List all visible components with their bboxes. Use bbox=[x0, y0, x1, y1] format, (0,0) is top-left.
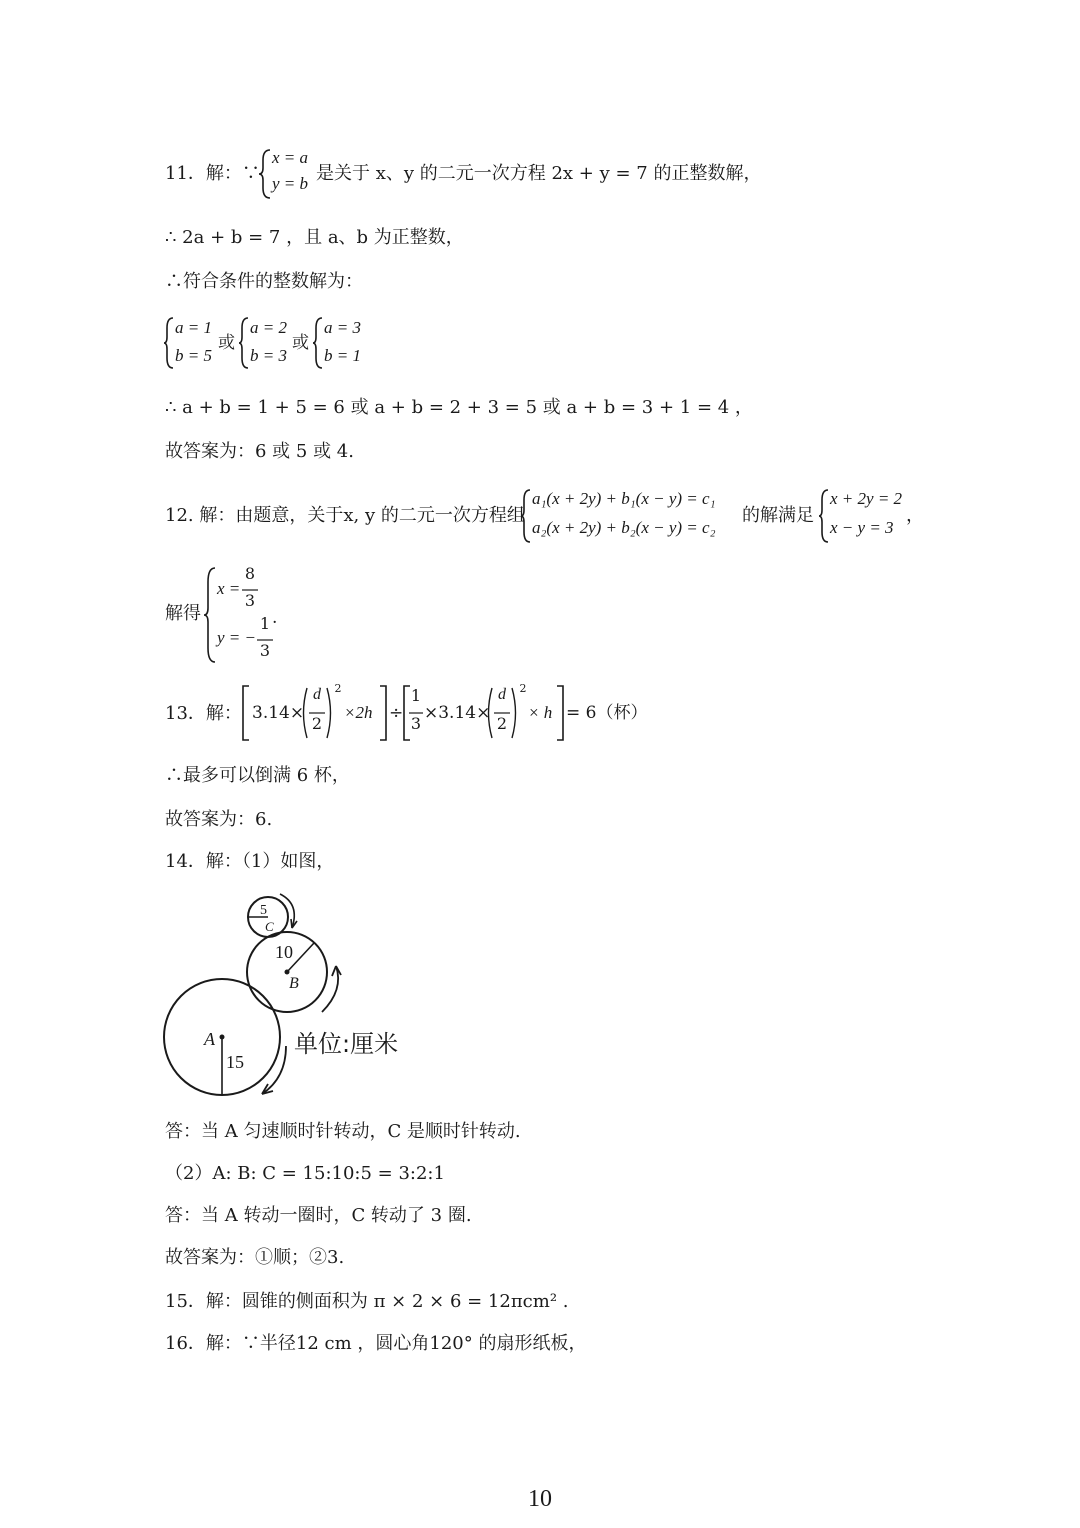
p11-sol1-brace bbox=[163, 316, 175, 370]
p11-line3: ∴符合条件的整数解为： bbox=[165, 271, 363, 292]
p11-sol3-a: a = 3 bbox=[324, 318, 361, 337]
p11-or1: 或 bbox=[218, 333, 235, 353]
circle-a-label: A bbox=[204, 1029, 215, 1049]
p13-d-1: d bbox=[313, 686, 321, 703]
p11-sys-line1: x = a bbox=[272, 148, 309, 167]
p12-x-lhs: x = bbox=[217, 579, 241, 598]
p12-x-den: 3 bbox=[244, 591, 256, 610]
p13-line2: ∴最多可以倒满 6 杯， bbox=[165, 765, 350, 786]
p11-sol2-a: a = 2 bbox=[250, 318, 287, 337]
p13-d-2: d bbox=[498, 686, 506, 703]
p13-two-2: 2 bbox=[496, 714, 508, 733]
p13-sq-2: 2 bbox=[519, 682, 527, 695]
p12-y-lhs: y = − bbox=[217, 628, 256, 647]
p11-sol1-b: b = 5 bbox=[175, 346, 212, 365]
p13-answer: 故答案为：6. bbox=[165, 809, 273, 830]
p13-t3: ×3.14× bbox=[424, 703, 491, 723]
p13-three: 3 bbox=[410, 714, 422, 733]
p12-comma: ， bbox=[906, 505, 924, 526]
p12-y-den: 3 bbox=[259, 641, 271, 660]
p11-sys-line2: y = b bbox=[272, 174, 309, 193]
p14-gear-figure bbox=[160, 890, 420, 1100]
p11-or2: 或 bbox=[292, 333, 309, 353]
p11-sol2-b: b = 3 bbox=[250, 346, 287, 365]
p15-text: 15．解：圆锥的侧面积为 π × 2 × 6 = 12πcm² . bbox=[165, 1291, 569, 1312]
p13-two-1: 2 bbox=[311, 714, 323, 733]
p12-mid: 的解满足 bbox=[742, 505, 814, 526]
p13-lead: 13．解： bbox=[165, 703, 242, 724]
page-number: 10 bbox=[528, 1486, 552, 1512]
p12-sys2-line2: x − y = 3 bbox=[830, 518, 894, 537]
circle-c-label: C bbox=[265, 919, 274, 934]
p13-result: = 6（杯） bbox=[566, 703, 648, 723]
circle-b-radius-label: 10 bbox=[275, 942, 293, 962]
p12-brace bbox=[520, 488, 532, 544]
p11-lead: 11．解：∵ bbox=[165, 163, 260, 184]
p14-answer2: 答：当 A 转动一圈时，C 转动了 3 圈. bbox=[165, 1205, 472, 1226]
p11-brace bbox=[258, 148, 272, 200]
p11-line2: ∴ 2a + b = 7 ，且 a、b 为正整数， bbox=[165, 227, 464, 248]
p12-dot: . bbox=[272, 608, 278, 628]
circle-b-arrow bbox=[322, 966, 338, 1012]
circle-c-radius-label: 5 bbox=[260, 903, 267, 918]
p13-one: 1 bbox=[410, 686, 422, 705]
p12-solve-label: 解得 bbox=[165, 603, 201, 624]
p12-solve-brace bbox=[203, 566, 217, 664]
p11-sol1-a: a = 1 bbox=[175, 318, 212, 337]
p13-sq-1: 2 bbox=[334, 682, 342, 695]
figure-unit-label: 单位:厘米 bbox=[294, 1030, 399, 1058]
p11-sol3-brace bbox=[312, 316, 324, 370]
p14-lead: 14．解：（1）如图， bbox=[165, 851, 335, 872]
p13-bracket-right-2 bbox=[555, 684, 565, 742]
p12-brace2 bbox=[818, 488, 830, 544]
p12-lead: 12. 解：由题意，关于x, y 的二元一次方程组 bbox=[165, 505, 525, 526]
p12-y-num: 1 bbox=[259, 614, 271, 633]
p13-bracket-right-1 bbox=[378, 684, 388, 742]
p12-sys-line1: a₁(x + 2y) + b₁(x − y) = c₁ bbox=[532, 489, 716, 508]
p11-sol3-b: b = 1 bbox=[324, 346, 361, 365]
p14-final: 故答案为：①顺；②3. bbox=[165, 1247, 345, 1268]
p11-line5: ∴ a + b = 1 + 5 = 6 或 a + b = 2 + 3 = 5 或 a + b = 3 + 1 = 4 ， bbox=[165, 397, 753, 418]
p12-x-num: 8 bbox=[244, 564, 256, 583]
p11-sol2-brace bbox=[238, 316, 250, 370]
p14-part2: （2）A: B: C = 15:10:5 = 3:2:1 bbox=[165, 1163, 445, 1184]
p13-t1: 3.14× bbox=[252, 703, 305, 723]
p12-sys-line2: a₂(x + 2y) + b₂(x − y) = c₂ bbox=[532, 518, 716, 537]
p13-t4: × h bbox=[528, 703, 553, 722]
p14-answer1: 答：当 A 匀速顺时针转动，C 是顺时针转动. bbox=[165, 1121, 521, 1142]
p12-sys2-line1: x + 2y = 2 bbox=[830, 489, 903, 508]
p13-bracket-left-1 bbox=[241, 684, 251, 742]
p16-text: 16．解：∵半径12 cm ，圆心角120° 的扇形纸板， bbox=[165, 1333, 587, 1354]
p11-answer: 故答案为：6 或 5 或 4. bbox=[165, 441, 354, 462]
circle-b-label: B bbox=[289, 975, 299, 992]
p13-t2: ×2h bbox=[344, 703, 373, 722]
p13-div: ÷ bbox=[389, 703, 404, 723]
p11-tail: 是关于 x、y 的二元一次方程 2x + y = 7 的正整数解， bbox=[316, 163, 762, 184]
circle-a-radius-label: 15 bbox=[226, 1052, 244, 1072]
